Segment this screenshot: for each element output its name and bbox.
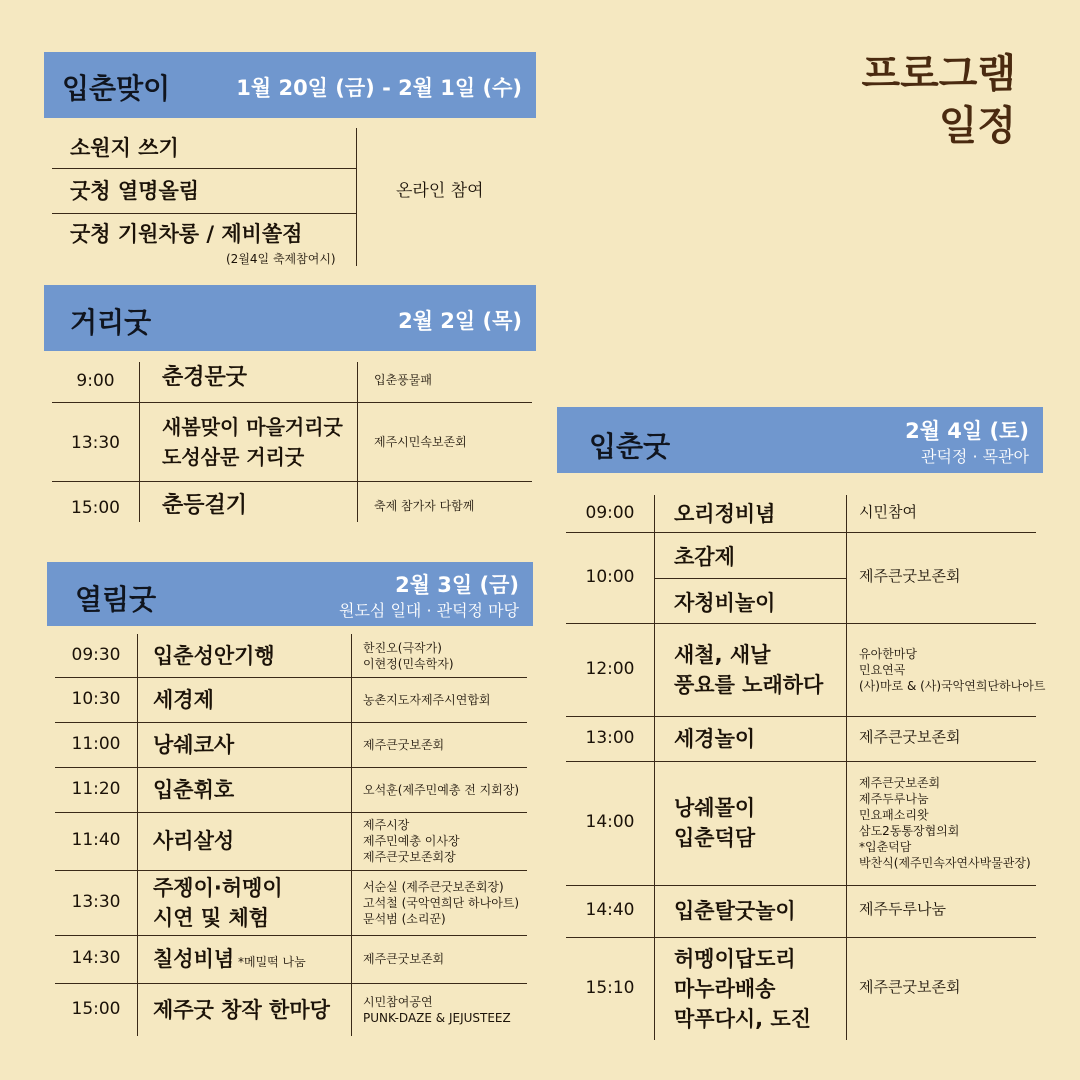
georigut-header <box>44 285 536 351</box>
org-cell <box>363 640 454 672</box>
text-line: 주젱이·허멩이 <box>153 875 283 900</box>
org-cell <box>363 951 444 967</box>
text-line: (사)마로 & (사)국악연희단하나아트 <box>859 678 1046 693</box>
org-cell: 입춘풍물패 <box>374 373 432 387</box>
time-cell: 9:00 <box>76 371 115 391</box>
text-line: 문석범 (소리꾼) <box>363 911 446 926</box>
time-cell: 10:00 <box>585 566 635 587</box>
text-line: 풍요를 노래하다 <box>674 672 824 697</box>
program-cell: 춘경문굿 <box>162 365 248 390</box>
program-cell <box>153 995 330 1025</box>
text-line: 낭쉐몰이 <box>674 796 756 820</box>
text-line: 새철, 새날 <box>674 642 771 667</box>
text-line: 오석훈(제주민예총 전 지회장) <box>363 782 520 797</box>
text-line: 세경놀이 <box>674 726 756 751</box>
org-cell <box>363 817 460 865</box>
time-cell: 11:20 <box>71 778 121 799</box>
text-line: 입춘성안기행 <box>153 643 275 668</box>
text-line: 낭쉐코사 <box>153 732 235 757</box>
text-line: 시민참여 <box>859 502 917 521</box>
program-cell <box>674 640 823 700</box>
text-line: 유아한마당 <box>859 646 917 661</box>
program-cell <box>153 873 283 933</box>
list-item: 굿청 열명올림 <box>70 179 200 203</box>
org-cell <box>363 994 511 1026</box>
time-cell: 09:30 <box>71 644 121 665</box>
text-line: 입춘탈굿놀이 <box>674 899 796 923</box>
title-line-2: 일정 <box>938 103 1016 149</box>
org-cell: 제주시민속보존회 <box>374 435 467 449</box>
text-line: 제주큰굿보존회 <box>859 977 961 996</box>
text-line: 제주큰굿보존회 <box>859 727 961 746</box>
text-line: 박찬식(제주민속자연사박물관장) <box>859 856 1031 870</box>
section-venue: 원도심 일대 · 관덕정 마당 <box>339 601 519 620</box>
text-line: 새봄맞이 마을거리굿 <box>162 415 343 439</box>
time-cell: 14:40 <box>585 900 635 920</box>
ipchungut-header <box>557 407 1043 473</box>
section-name: 열림굿 <box>75 583 157 616</box>
section-name: 입춘맞이 <box>62 72 171 105</box>
time-cell: 14:30 <box>71 948 121 968</box>
text-line: 농촌지도자제주시연합회 <box>363 692 491 707</box>
text-line: 마누라배송 <box>674 976 776 1001</box>
text-line: 막푸다시, 도진 <box>674 1006 812 1031</box>
program-cell <box>674 793 755 853</box>
yeollimgut-header <box>47 562 533 626</box>
section-date: 2월 2일 (목) <box>398 309 522 333</box>
program-cell <box>674 896 796 926</box>
text-line: 제주큰굿보존회 <box>859 566 961 585</box>
time-cell: 13:30 <box>71 891 121 912</box>
program-cell <box>153 944 306 977</box>
org-cell <box>363 692 491 708</box>
program-note: *메밀떡 나눔 <box>234 955 306 969</box>
text-line: 서순실 (제주큰굿보존회장) <box>363 879 504 894</box>
program-cell <box>153 826 234 856</box>
text-line: 도성삼문 거리굿 <box>162 445 305 469</box>
program-label: 칠성비념 <box>153 947 235 971</box>
title-line-1: 프로그램 <box>861 51 1016 97</box>
program-cell: 초감제 <box>674 545 735 569</box>
text-line: 제주굿 창작 한마당 <box>153 997 330 1022</box>
list-item: 굿청 기원차롱 / 제비쏠점 <box>70 222 303 246</box>
text-line: 허멩이답도리 <box>674 946 796 971</box>
text-line: 삼도2동통장협의회 <box>859 824 960 838</box>
participation-label: 온라인 참여 <box>396 181 484 201</box>
text-line: 시연 및 체험 <box>153 905 270 930</box>
list-item: 소원지 쓰기 <box>70 136 179 160</box>
org-cell <box>859 901 946 917</box>
text-line: 세경제 <box>153 687 214 712</box>
program-cell <box>674 944 811 1034</box>
text-line: 제주큰굿보존회장 <box>363 850 456 864</box>
org-cell <box>859 979 960 995</box>
page-title <box>861 48 1016 152</box>
text-line: 이현정(민속학자) <box>363 656 454 671</box>
section-date: 2월 4일 (토) <box>905 419 1029 443</box>
text-line: 제주큰굿보존회 <box>363 737 445 752</box>
program-cell <box>674 499 775 529</box>
text-line: PUNK-DAZE & JEJUSTEEZ <box>363 1010 511 1025</box>
org-cell <box>859 775 1031 871</box>
time-cell: 15:00 <box>71 998 121 1019</box>
text-line: 제주시장 <box>363 818 410 832</box>
section-name: 입춘굿 <box>589 430 671 463</box>
program-cell <box>153 685 214 715</box>
program-cell <box>674 724 755 754</box>
text-line: 제주민예총 이사장 <box>363 834 460 848</box>
text-line: *입춘덕담 <box>859 840 912 854</box>
ipchunmaji-header <box>44 52 536 118</box>
text-line: 입춘덕담 <box>674 826 756 850</box>
time-cell: 10:30 <box>71 688 121 709</box>
program-cell <box>153 730 234 760</box>
program-cell <box>153 641 275 671</box>
time-cell: 14:00 <box>585 812 635 832</box>
time-cell: 13:30 <box>71 433 120 453</box>
text-line: 한진오(극작가) <box>363 640 442 655</box>
org-cell <box>859 504 917 520</box>
time-cell: 11:00 <box>71 733 121 754</box>
time-cell: 13:00 <box>585 727 635 748</box>
program-cell: 춘등걸기 <box>162 493 248 518</box>
program-cell <box>153 775 234 805</box>
text-line: 고석철 (국악연희단 하나아트) <box>363 895 520 910</box>
org-cell <box>363 737 444 753</box>
org-cell <box>363 782 519 798</box>
time-cell: 12:00 <box>585 658 635 679</box>
org-cell <box>363 879 519 927</box>
time-cell: 15:00 <box>71 498 120 518</box>
section-name: 거리굿 <box>70 306 152 339</box>
program-cell <box>162 412 343 472</box>
text-line: 제주큰굿보존회 <box>363 952 445 966</box>
text-line: 제주두루나눔 <box>859 792 929 806</box>
text-line: 제주두루나눔 <box>859 900 946 918</box>
org-cell <box>859 729 960 745</box>
text-line: 오리정비념 <box>674 501 776 526</box>
section-venue: 관덕정 · 목관아 <box>921 447 1029 466</box>
section-date: 2월 3일 (금) <box>395 573 519 597</box>
program-cell: 자청비놀이 <box>674 591 776 615</box>
org-cell <box>859 568 960 584</box>
text-line: 시민참여공연 <box>363 994 433 1009</box>
org-cell <box>859 646 1045 694</box>
time-cell: 15:10 <box>585 977 635 998</box>
text-line: 제주큰굿보존회 <box>859 776 941 790</box>
text-line: 사리살성 <box>153 829 235 853</box>
time-cell: 11:40 <box>71 830 121 850</box>
text-line: 민요패소리왓 <box>859 808 929 822</box>
time-cell: 09:00 <box>585 502 635 523</box>
festival-note: (2월4일 축제참여시) <box>226 252 336 266</box>
section-date: 1월 20일 (금) - 2월 1일 (수) <box>236 76 522 100</box>
text-line: 민요연곡 <box>859 662 906 677</box>
text-line: 입춘휘호 <box>153 777 235 802</box>
org-cell: 축제 참가자 다함께 <box>374 499 475 513</box>
